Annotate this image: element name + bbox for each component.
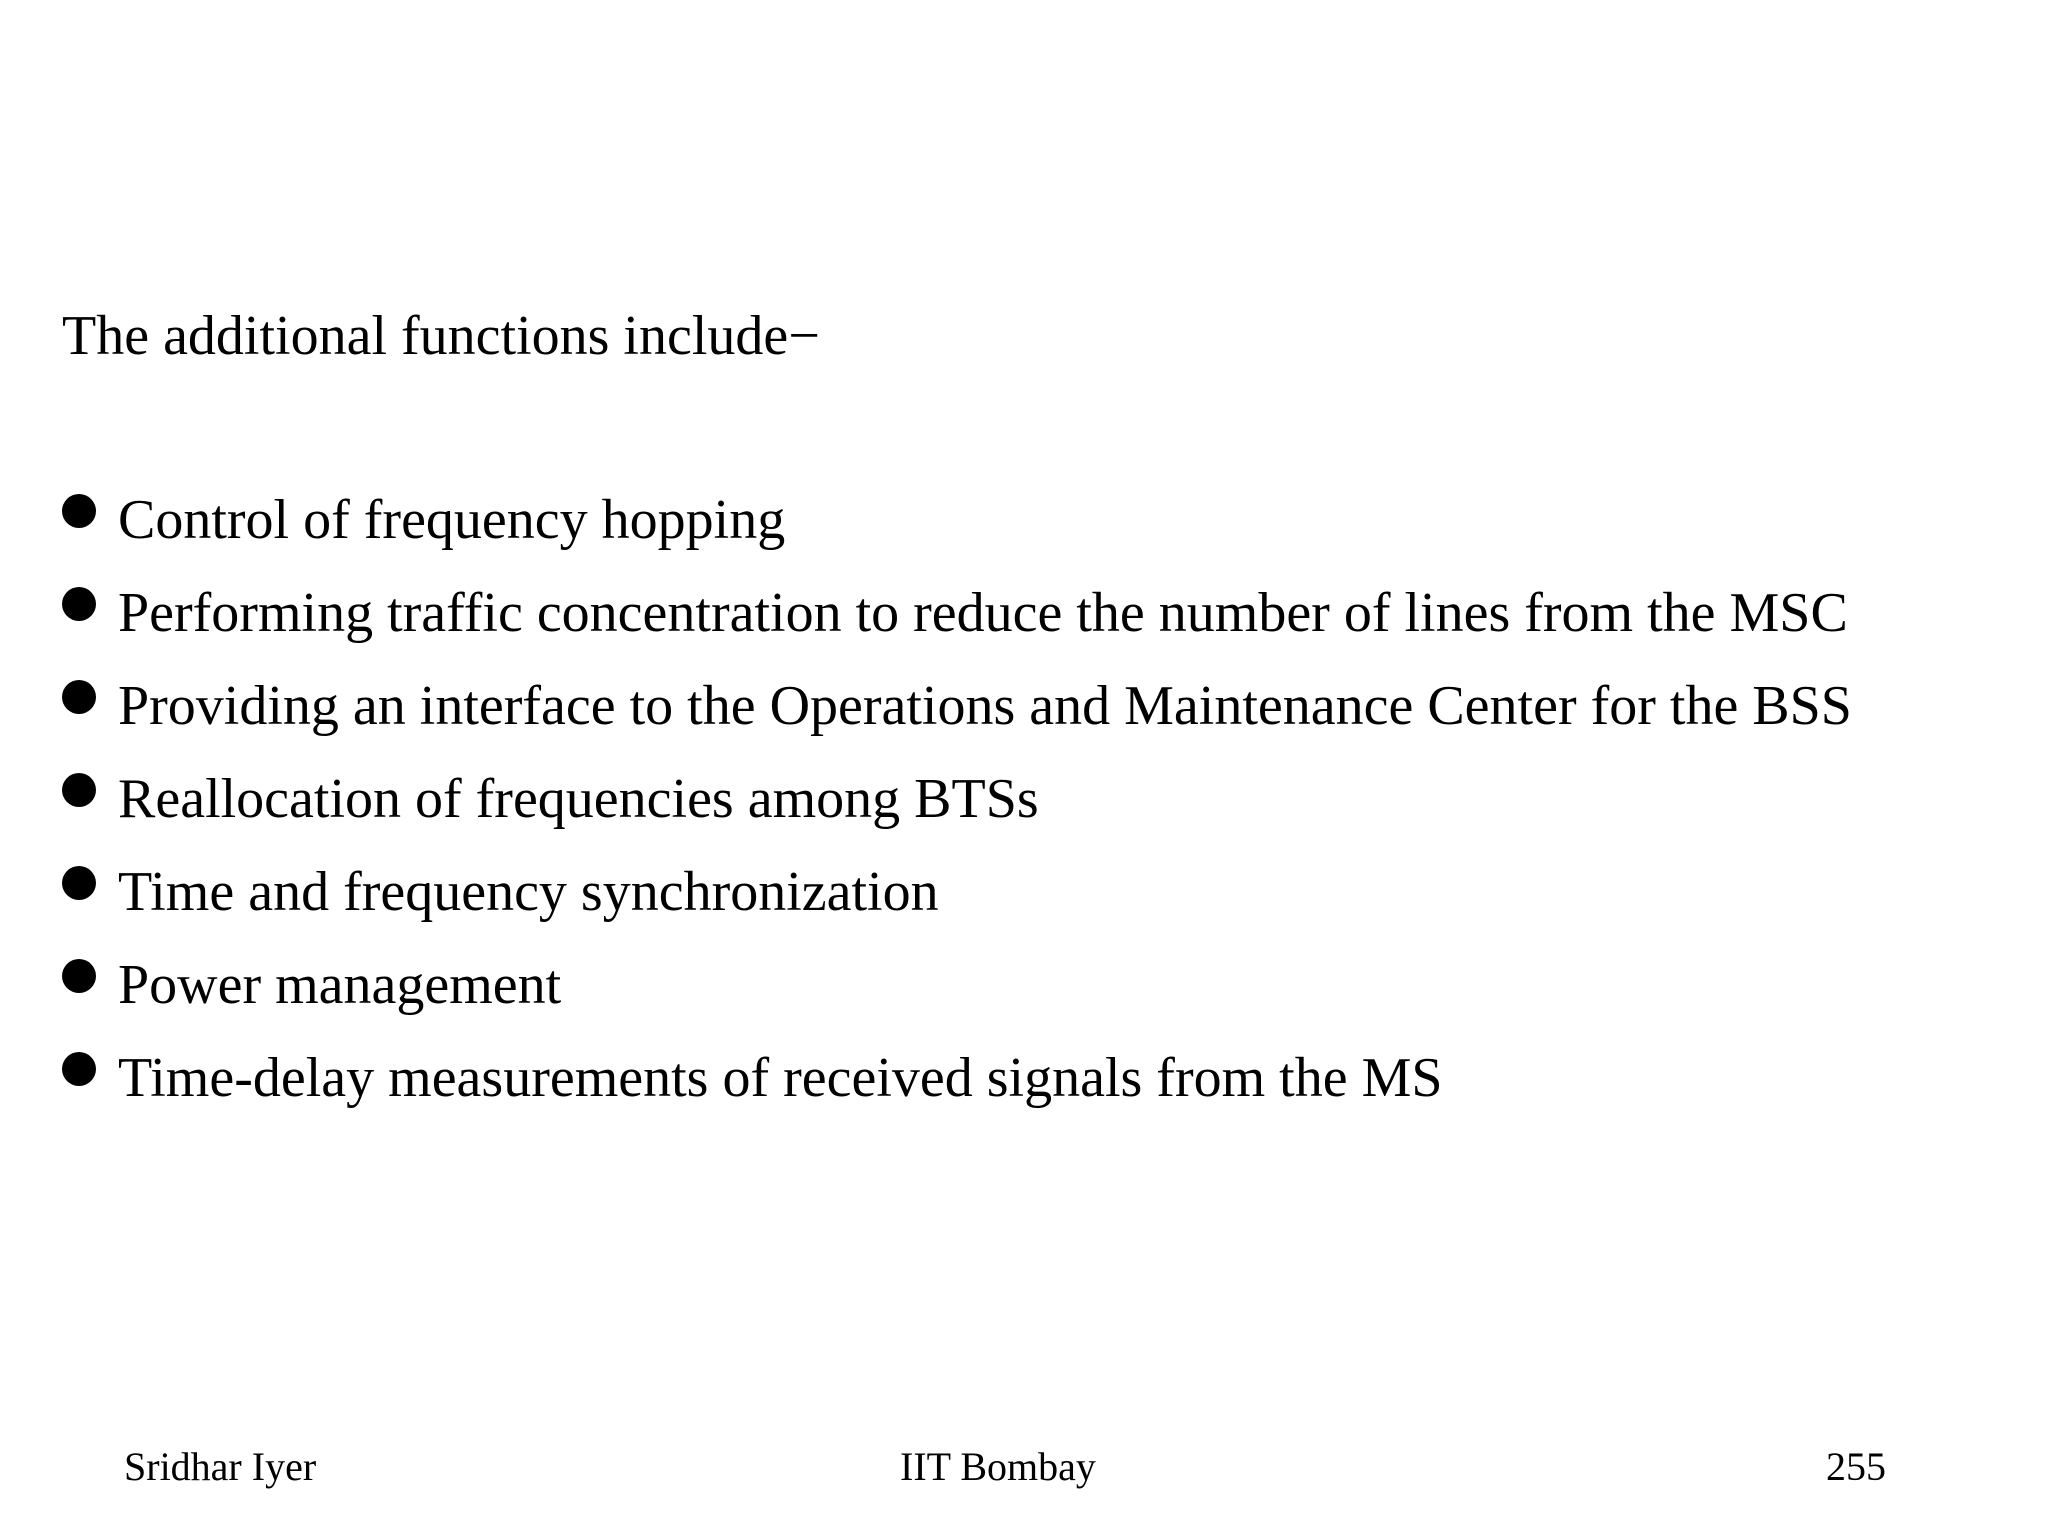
footer-author: Sridhar Iyer	[124, 1444, 317, 1489]
bullet-dot-icon	[62, 773, 96, 807]
bullet-text: Reallocation of frequencies among BTSs	[118, 768, 1039, 830]
bullet-dot-icon	[62, 494, 96, 528]
footer-institution: IIT Bombay	[900, 1444, 1096, 1489]
intro-text: The additional functions include−	[62, 305, 820, 367]
bullet-text: Time-delay measurements of received signals from the MS	[118, 1047, 1443, 1109]
bullet-dot-icon	[62, 866, 96, 900]
bullet-text: Control of frequency hopping	[118, 489, 786, 551]
bullet-dot-icon	[62, 1052, 96, 1086]
bullet-text: Performing traffic concentration to reduce the number of lines from the MSC	[118, 582, 1848, 644]
bullet-text: Providing an interface to the Operations and Maintenance Center for the BSS	[118, 675, 1852, 737]
bullet-text: Time and frequency synchronization	[118, 861, 939, 923]
page-number: 255	[1826, 1444, 1886, 1489]
bullet-text: Power management	[118, 954, 562, 1016]
bullet-dot-icon	[62, 959, 96, 993]
bullet-dot-icon	[62, 587, 96, 621]
bullet-dot-icon	[62, 680, 96, 714]
